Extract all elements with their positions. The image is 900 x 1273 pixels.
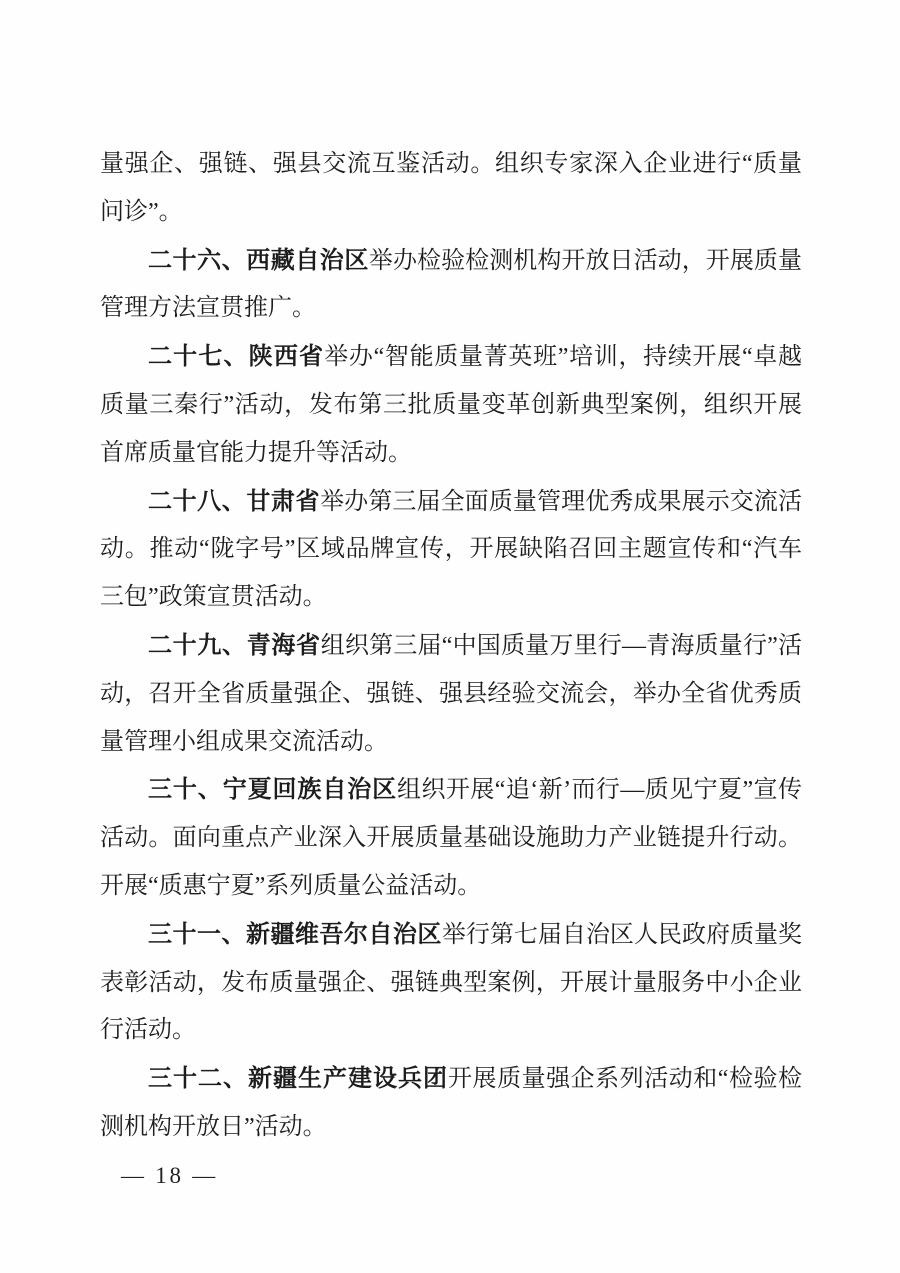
paragraph-lead: 二十七、陕西省 bbox=[148, 343, 325, 371]
paragraph bbox=[100, 237, 802, 334]
document-body-text bbox=[100, 140, 802, 1152]
paragraph-body: 组织第三届“中国质量万里行—青海质量行”活动，召开全省质量强企、强链、强县经验交流会，举办全省优秀质量管理小组成果交流活动。 bbox=[100, 632, 802, 755]
paragraph bbox=[100, 622, 802, 766]
paragraph bbox=[100, 333, 802, 477]
paragraph bbox=[100, 911, 802, 1055]
paragraph-lead: 二十六、西藏自治区 bbox=[148, 246, 369, 274]
paragraph bbox=[100, 478, 802, 622]
paragraph bbox=[100, 766, 802, 910]
paragraph-body: 组织开展“追‘新’而行—质见宁夏”宣传活动。面向重点产业深入开展质量基础设施助力产业链提升行动。开展“质惠宁夏”系列质量公益活动。 bbox=[100, 777, 802, 899]
paragraph-body: 举办第三届全面质量管理优秀成果展示交流活动。推动“陇字号”区域品牌宣传，开展缺陷召回主题宣传和“汽车三包”政策宣贯活动。 bbox=[100, 488, 802, 611]
paragraph bbox=[100, 140, 802, 237]
paragraph-body: 举办检验检测机构开放日活动，开展质量管理方法宣贯推广。 bbox=[100, 247, 802, 322]
paragraph-lead: 三十、宁夏回族自治区 bbox=[148, 776, 398, 804]
paragraph-lead: 二十九、青海省 bbox=[148, 631, 321, 659]
page-number: — 18 — bbox=[121, 1163, 219, 1188]
paragraph-lead: 二十八、甘肃省 bbox=[148, 487, 321, 515]
paragraph-lead: 三十一、新疆维吾尔自治区 bbox=[148, 920, 442, 948]
paragraph-body: 举行第七届自治区人民政府质量奖表彰活动，发布质量强企、强链典型案例，开展计量服务中小企业行活动。 bbox=[100, 921, 803, 1044]
paragraph-body: 举办“智能质量菁英班”培训，持续开展“卓越质量三秦行”活动，发布第三批质量变革创新典型案例，组织开展首席质量官能力提升等活动。 bbox=[100, 344, 802, 466]
paragraph-lead: 三十二、新疆生产建设兵团 bbox=[148, 1065, 449, 1093]
paragraph-body: 量强企、强链、强县交流互鉴活动。组织专家深入企业进行“质量问诊”。 bbox=[100, 151, 802, 225]
paragraph-body: 开展质量强企系列活动和“检验检测机构开放日”活动。 bbox=[100, 1066, 802, 1140]
paragraph bbox=[100, 1055, 802, 1152]
